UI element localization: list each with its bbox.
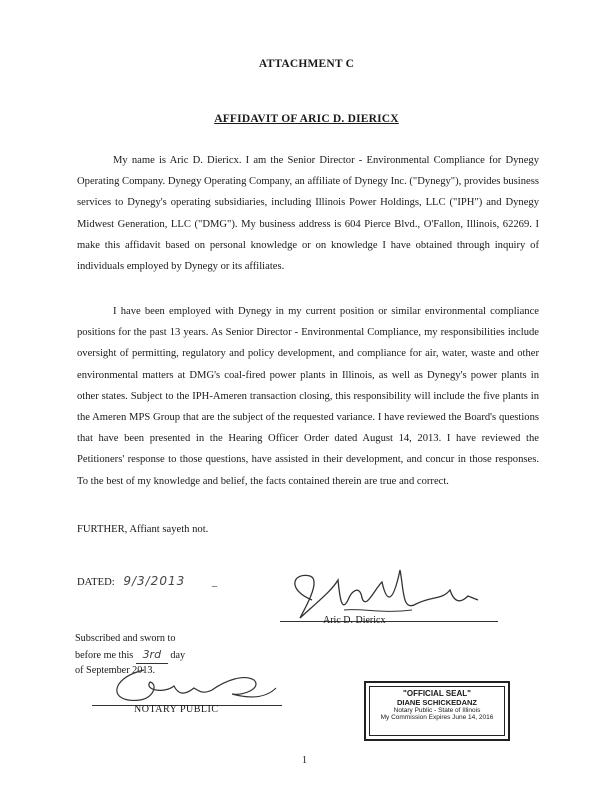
notary-signature	[104, 660, 284, 710]
official-seal-stamp	[364, 681, 510, 741]
paragraph-2	[77, 301, 539, 492]
handwritten-date: 9/3/2013	[123, 574, 186, 588]
seal-expiration: My Commission Expires June 14, 2016	[380, 714, 494, 721]
paragraph-1	[77, 150, 539, 277]
affiant-signature	[282, 560, 502, 624]
subscribed-before-text: before me this	[75, 650, 134, 661]
dated-label: DATED:	[77, 577, 115, 588]
seal-notary-name: DIANE SCHICKEDANZ	[396, 698, 477, 707]
attachment-heading: ATTACHMENT C	[258, 58, 355, 70]
further-statement: FURTHER, Affiant sayeth not.	[77, 524, 209, 535]
subscribed-line-1: Subscribed and sworn to	[75, 633, 176, 644]
seal-inner-border	[369, 686, 505, 736]
notary-public-label: NOTARY PUBLIC	[134, 704, 219, 715]
seal-title: "OFFICIAL SEAL"	[403, 689, 471, 698]
subscribed-line-3: of September 2013.	[75, 665, 156, 676]
paragraph-1-text: My name is Aric D. Diericx. I am the Senior Director - Environmental Compliance for Dynegy Operating Company. Dynegy Operating Company, an affiliate of Dynegy Inc. ("Dynegy"), provides business services to Dynegy's operating subsidiaries, including Illinois Power Holdings, LLC ("IPH") and Dynegy Midwest Generation, LLC ("DMG"). My business address is 604 Pierce Blvd., O'Fallon, Illinois, 62269. I make this affidavit based on personal knowledge or on knowledge I have obtained through inquiry of individuals employed by Dynegy or its affiliates.	[77, 155, 539, 273]
affiant-signature-line	[280, 621, 498, 622]
subscribed-day: 3rd	[136, 647, 168, 664]
subscribed-day-text: day	[170, 650, 186, 661]
dated-line	[77, 574, 217, 588]
paragraph-2-text: I have been employed with Dynegy in my current position or similar environmental compliance positions for the past 13 years. As Senior Director - Environmental Compliance, my responsibilities include oversight of permitting, regulatory and policy development, and compliance for air, water, waste and other environmental matters at DMG's coal-fired power plants in Illinois, as well as Dynegy's power plants in other states. Subject to the IPH-Ameren transaction closing, this responsibility will include the five plants in the Ameren MPS Group that are the subject of the requested variance. I have reviewed the Board's questions that have been presented in the Hearing Officer Order dated August 14, 2013. I have reviewed the Petitioners' response to those questions, have assisted in their development, and concur in those responses. To the best of my knowledge and belief, the facts contained therein are true and correct.	[77, 306, 539, 487]
affiant-name: Aric D. Diericx	[323, 615, 386, 626]
page-number: 1	[302, 755, 307, 766]
affidavit-title: AFFIDAVIT OF ARIC D. DIERICX	[214, 113, 399, 125]
seal-state: Notary Public - State of Illinois	[393, 707, 481, 714]
dated-trailing: _	[211, 577, 218, 588]
